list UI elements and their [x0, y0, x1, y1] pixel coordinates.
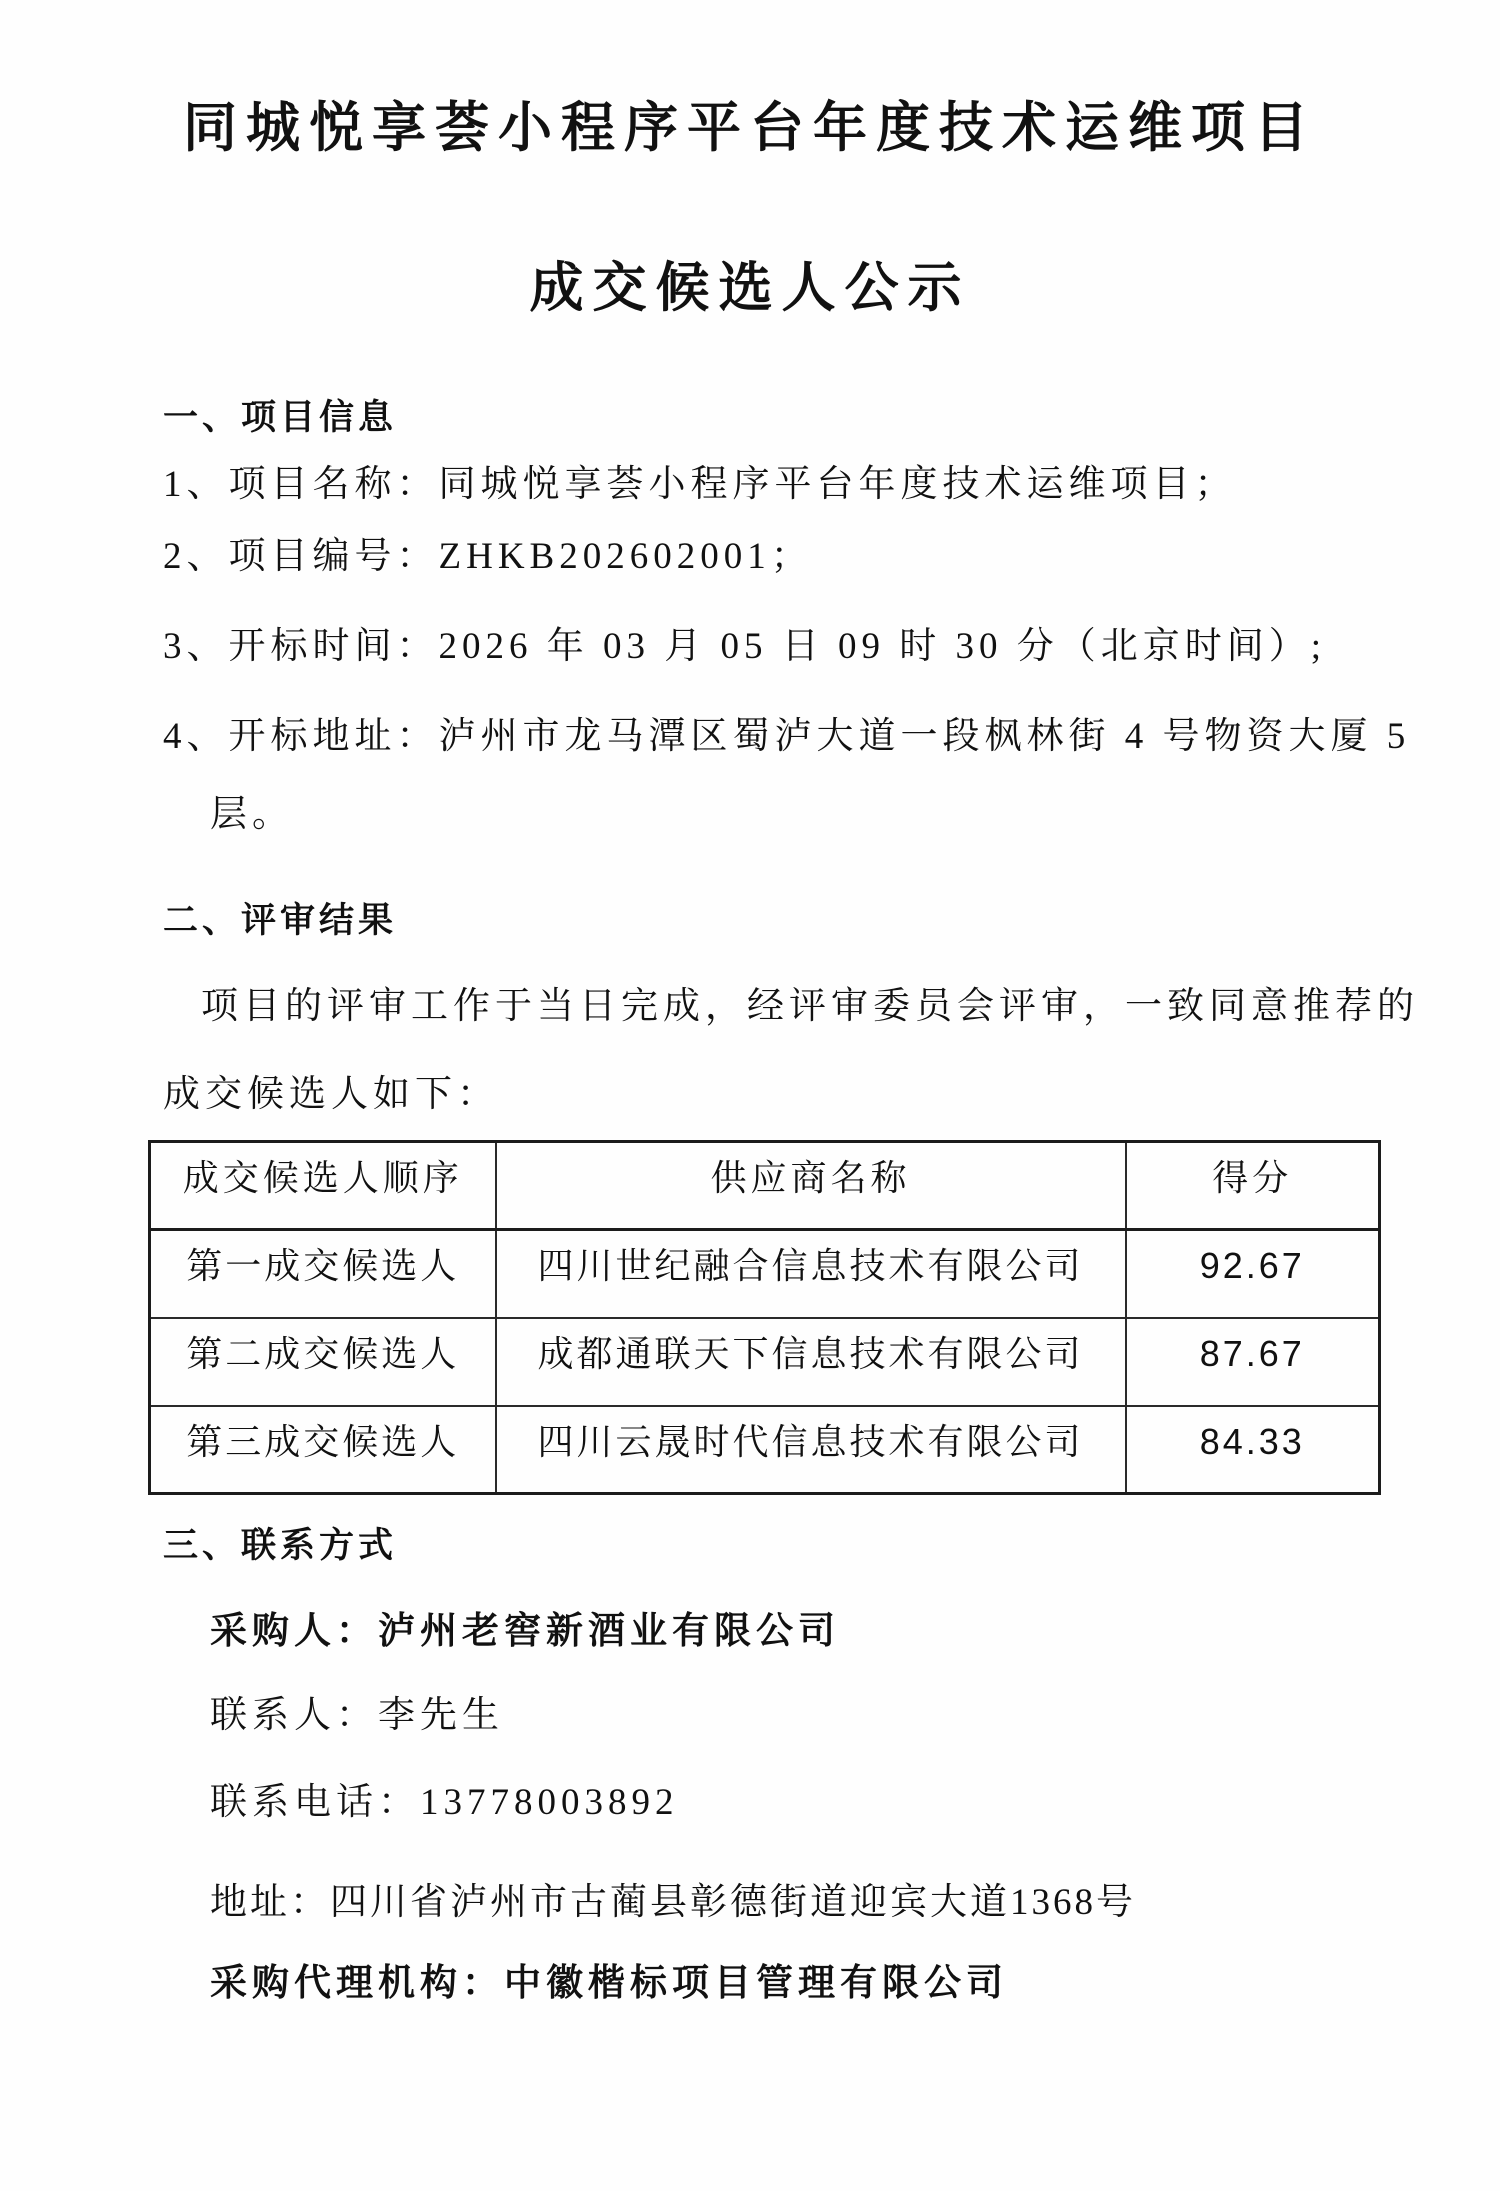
- section-heading-project-info: 一、项目信息: [163, 398, 398, 437]
- col-header-candidate-order: 成交候选人顺序: [150, 1142, 496, 1230]
- project-number-line: 2、项目编号：ZHKB202602001；: [163, 536, 813, 577]
- table-row-candidate-3: [150, 1406, 1380, 1494]
- candidates-results-table: [148, 1140, 1381, 1495]
- review-paragraph-line1: 项目的评审工作于当日完成，经评审委员会评审，一致同意推荐的: [201, 986, 1419, 1027]
- project-name-line: 1、项目名称：同城悦享荟小程序平台年度技术运维项目；: [163, 464, 1237, 505]
- contact-phone-line: 联系电话：13778003892: [210, 1782, 679, 1823]
- bid-opening-address-line: 4、开标地址：泸州市龙马潭区蜀泸大道一段枫林街 4 号物资大厦 5: [163, 716, 1411, 757]
- candidate-3-rank: 第三成交候选人: [150, 1406, 496, 1494]
- table-header-row: [150, 1142, 1380, 1230]
- col-header-supplier-name: 供应商名称: [496, 1142, 1126, 1230]
- candidate-2-score: 87.67: [1126, 1318, 1380, 1406]
- section-heading-contact: 三、联系方式: [163, 1526, 398, 1565]
- procurement-agency-line: 采购代理机构：中徽楷标项目管理有限公司: [210, 1963, 1008, 2004]
- candidate-3-score: 84.33: [1126, 1406, 1380, 1494]
- table-row-candidate-1: [150, 1230, 1380, 1318]
- purchaser-line: 采购人：泸州老窖新酒业有限公司: [210, 1611, 840, 1652]
- candidate-2-supplier: 成都通联天下信息技术有限公司: [496, 1318, 1126, 1406]
- candidate-1-rank: 第一成交候选人: [150, 1230, 496, 1318]
- review-paragraph-line2: 成交候选人如下：: [163, 1074, 499, 1115]
- bid-opening-time-line: 3、开标时间：2026 年 03 月 05 日 09 时 30 分（北京时间）;: [163, 626, 1327, 667]
- candidate-1-score: 92.67: [1126, 1230, 1380, 1318]
- col-header-score: 得分: [1126, 1142, 1380, 1230]
- purchaser-address-line: 地址：四川省泸州市古蔺县彰德街道迎宾大道1368号: [210, 1882, 1136, 1923]
- candidate-3-supplier: 四川云晟时代信息技术有限公司: [496, 1406, 1126, 1494]
- candidate-1-supplier: 四川世纪融合信息技术有限公司: [496, 1230, 1126, 1318]
- candidate-2-rank: 第二成交候选人: [150, 1318, 496, 1406]
- document-body: [148, 395, 1419, 2009]
- contact-person-line: 联系人：李先生: [210, 1695, 504, 1736]
- document-title-line1: 同城悦享荟小程序平台年度技术运维项目: [183, 98, 1317, 158]
- bid-opening-address-continuation: 层。: [210, 794, 294, 835]
- table-row-candidate-2: [150, 1318, 1380, 1406]
- section-heading-review-result: 二、评审结果: [163, 901, 398, 940]
- document-title-line2: 成交候选人公示: [529, 258, 971, 318]
